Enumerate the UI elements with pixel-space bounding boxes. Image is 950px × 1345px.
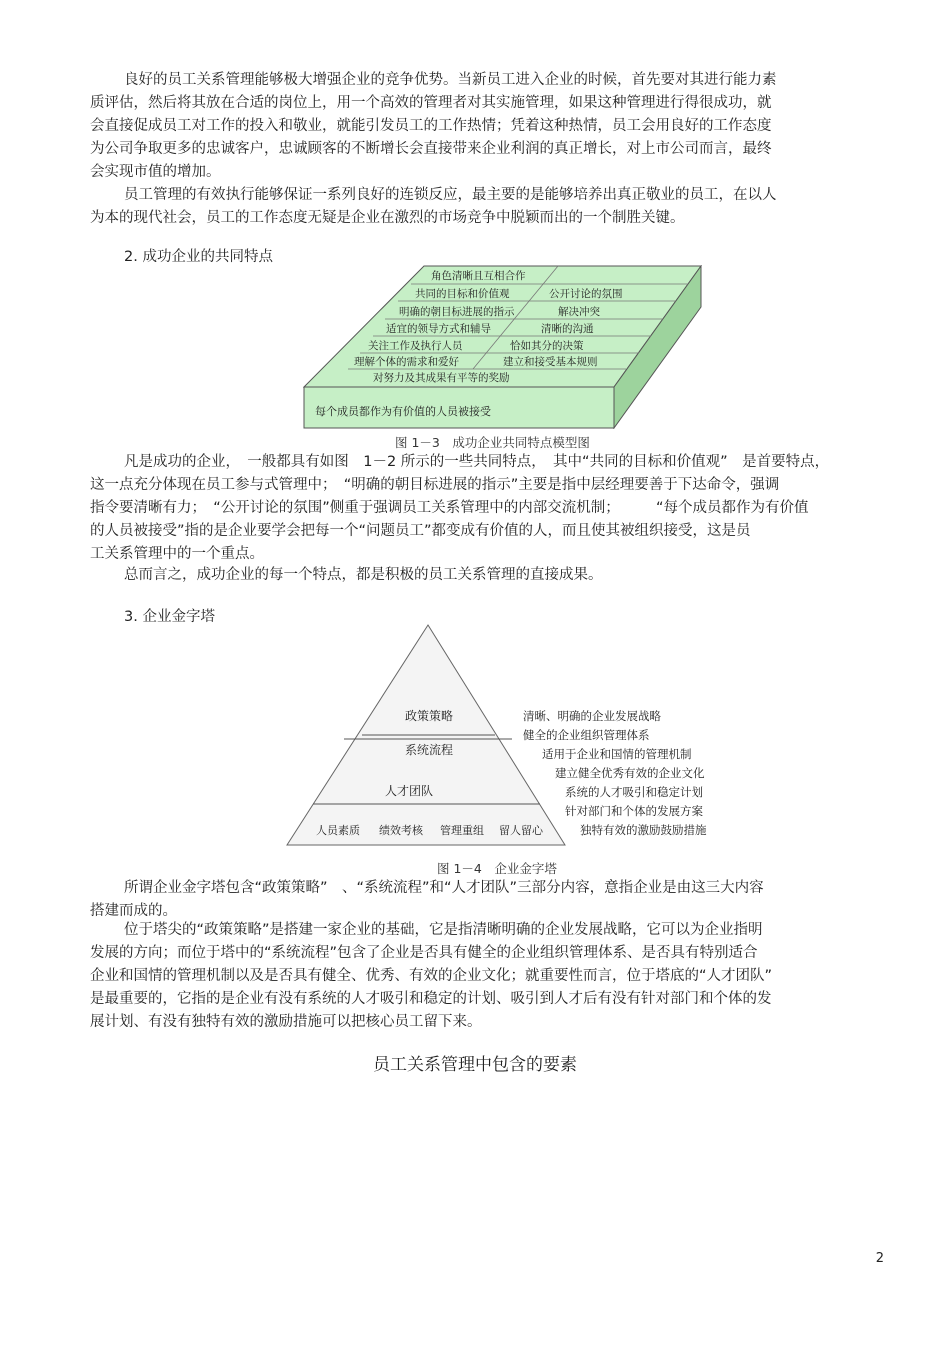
pyramid-base-label: 绩效考核 — [379, 824, 423, 837]
text-line: 工关系管理中的一个重点。 — [90, 546, 264, 562]
diagram-left-label: 理解个体的需求和爱好 — [354, 356, 459, 368]
text-line: 展计划、有没有独特有效的激励措施可以把核心员工留下来。 — [90, 1014, 482, 1030]
section-title: 员工关系管理中包含的要素 — [373, 1055, 577, 1075]
text-line: 企业和国情的管理机制以及是否具有健全、优秀、有效的企业文化；就重要性而言，位于塔底的“人才团队” — [90, 968, 773, 984]
pyramid-note: 建立健全优秀有效的企业文化 — [555, 766, 705, 780]
diagram-right-label: 公开讨论的氛围 — [549, 288, 623, 300]
text-line: 为本的现代社会，员工的工作态度无疑是企业在激烈的市场竞争中脱颖而出的一个制胜关键。 — [90, 210, 685, 226]
pyramid-notes — [523, 709, 707, 837]
pyramid-note: 系统的人才吸引和稳定计划 — [565, 785, 703, 799]
text-line: 会实现市值的增加。 — [90, 164, 221, 180]
paragraph-4 — [90, 564, 880, 587]
text-line: 搭建而成的。 — [90, 903, 177, 919]
figure-1-4-caption: 图 1－4 企业金字塔 — [437, 861, 557, 876]
pyramid-level-middle: 系统流程 — [404, 743, 454, 757]
text-line: 这一点充分体现在员工参与式管理中； “明确的朝目标进展的指示”主要是指中层经理要善于下达命令，强调 — [90, 477, 780, 493]
paragraph-1 — [90, 69, 880, 184]
pyramid-level-top: 政策策略 — [404, 709, 454, 723]
diagram-left-label: 角色清晰且互相合作 — [431, 270, 526, 282]
section-heading-3: 3. 企业金字塔 — [124, 609, 215, 625]
pyramid-level-bottom: 人才团队 — [384, 784, 434, 798]
pyramid-note: 独特有效的激励鼓励措施 — [580, 823, 707, 837]
text-line: 良好的员工关系管理能够极大增强企业的竞争优势。当新员工进入企业的时候，首先要对其进行能力素 — [124, 72, 777, 88]
diagram-left-label: 适宜的领导方式和辅导 — [386, 323, 491, 335]
figure-1-4-pyramid — [280, 622, 730, 852]
diagram-left-label: 明确的朝目标进展的指示 — [399, 306, 515, 318]
text-line: 会直接促成员工对工作的投入和敬业，就能引发员工的工作热情；凭着这种热情，员工会用良好的工作态度 — [90, 118, 772, 134]
pyramid-note: 针对部门和个体的发展方案 — [565, 804, 703, 818]
paragraph-3 — [90, 451, 880, 566]
diagram-right-label: 建立和接受基本规则 — [503, 356, 598, 368]
text-line: 位于塔尖的“政策策略”是搭建一家企业的基础，它是指清晰明确的企业发展战略，它可以为企业指明 — [124, 922, 763, 938]
paragraph-6 — [90, 919, 880, 1034]
section-heading-2: 2. 成功企业的共同特点 — [124, 249, 273, 265]
diagram-left-label: 共同的目标和价值观 — [415, 288, 510, 300]
text-line: 的人员被接受”指的是企业要学会把每一个“问题员工”都变成有价值的人，而且使其被组织接受，这是员 — [90, 523, 751, 539]
pyramid-note: 清晰、明确的企业发展战略 — [523, 709, 661, 723]
diagram-right-label: 解决冲突 — [558, 306, 600, 318]
text-line: 所谓企业金字塔包含“政策策略” 、“系统流程”和“人才团队”三部分内容，意指企业是由这三大内容 — [124, 880, 764, 896]
pyramid-note: 健全的企业组织管理体系 — [523, 728, 650, 742]
diagram-left-label: 对努力及其成果有平等的奖励 — [373, 372, 510, 384]
text-line: 员工管理的有效执行能够保证一系列良好的连锁反应，最主要的是能够培养出真正敬业的员工，在以人 — [124, 187, 777, 203]
figure-1-3-diagram — [303, 265, 703, 429]
diagram-right-label: 恰如其分的决策 — [510, 340, 584, 352]
text-line: 为公司争取更多的忠诚客户，忠诚顾客的不断增长会直接带来企业利润的真正增长，对上市公司而言，最终 — [90, 141, 772, 157]
text-line: 指令要清晰有力； “公开讨论的氛围”侧重于强调员工关系管理中的内部交流机制； “每个成员都作为有价值 — [90, 500, 809, 516]
text-line: 是最重要的，它指的是企业有没有系统的人才吸引和稳定的计划、吸引到人才后有没有针对部门和个体的发 — [90, 991, 772, 1007]
figure-1-3-caption: 图 1－3 成功企业共同特点模型图 — [395, 435, 590, 450]
page-number: 2 — [875, 1251, 884, 1266]
text-line: 总而言之，成功企业的每一个特点，都是积极的员工关系管理的直接成果。 — [124, 567, 603, 583]
text-line: 质评估，然后将其放在合适的岗位上，用一个高效的管理者对其实施管理，如果这种管理进行得很成功，就 — [90, 95, 772, 111]
text-line: 发展的方向；而位于塔中的“系统流程”包含了企业是否具有健全的企业组织管理体系、是否具有特别适合 — [90, 945, 758, 961]
diagram-left-label: 关注工作及执行人员 — [368, 340, 463, 352]
pyramid-base-label: 人员素质 — [316, 824, 360, 837]
paragraph-5 — [90, 877, 880, 923]
diagram-front-label: 每个成员都作为有价值的人员被接受 — [315, 405, 491, 418]
pyramid-base-label: 留人留心 — [499, 824, 543, 837]
text-line: 凡是成功的企业， 一般都具有如图 1－2 所示的一些共同特点， 其中“共同的目标和价值观” 是首要特点， — [124, 454, 830, 470]
pyramid-base-label: 管理重组 — [440, 824, 484, 837]
pyramid-note: 适用于企业和国情的管理机制 — [542, 747, 692, 761]
diagram-right-label: 清晰的沟通 — [541, 323, 594, 335]
paragraph-2 — [90, 184, 880, 230]
